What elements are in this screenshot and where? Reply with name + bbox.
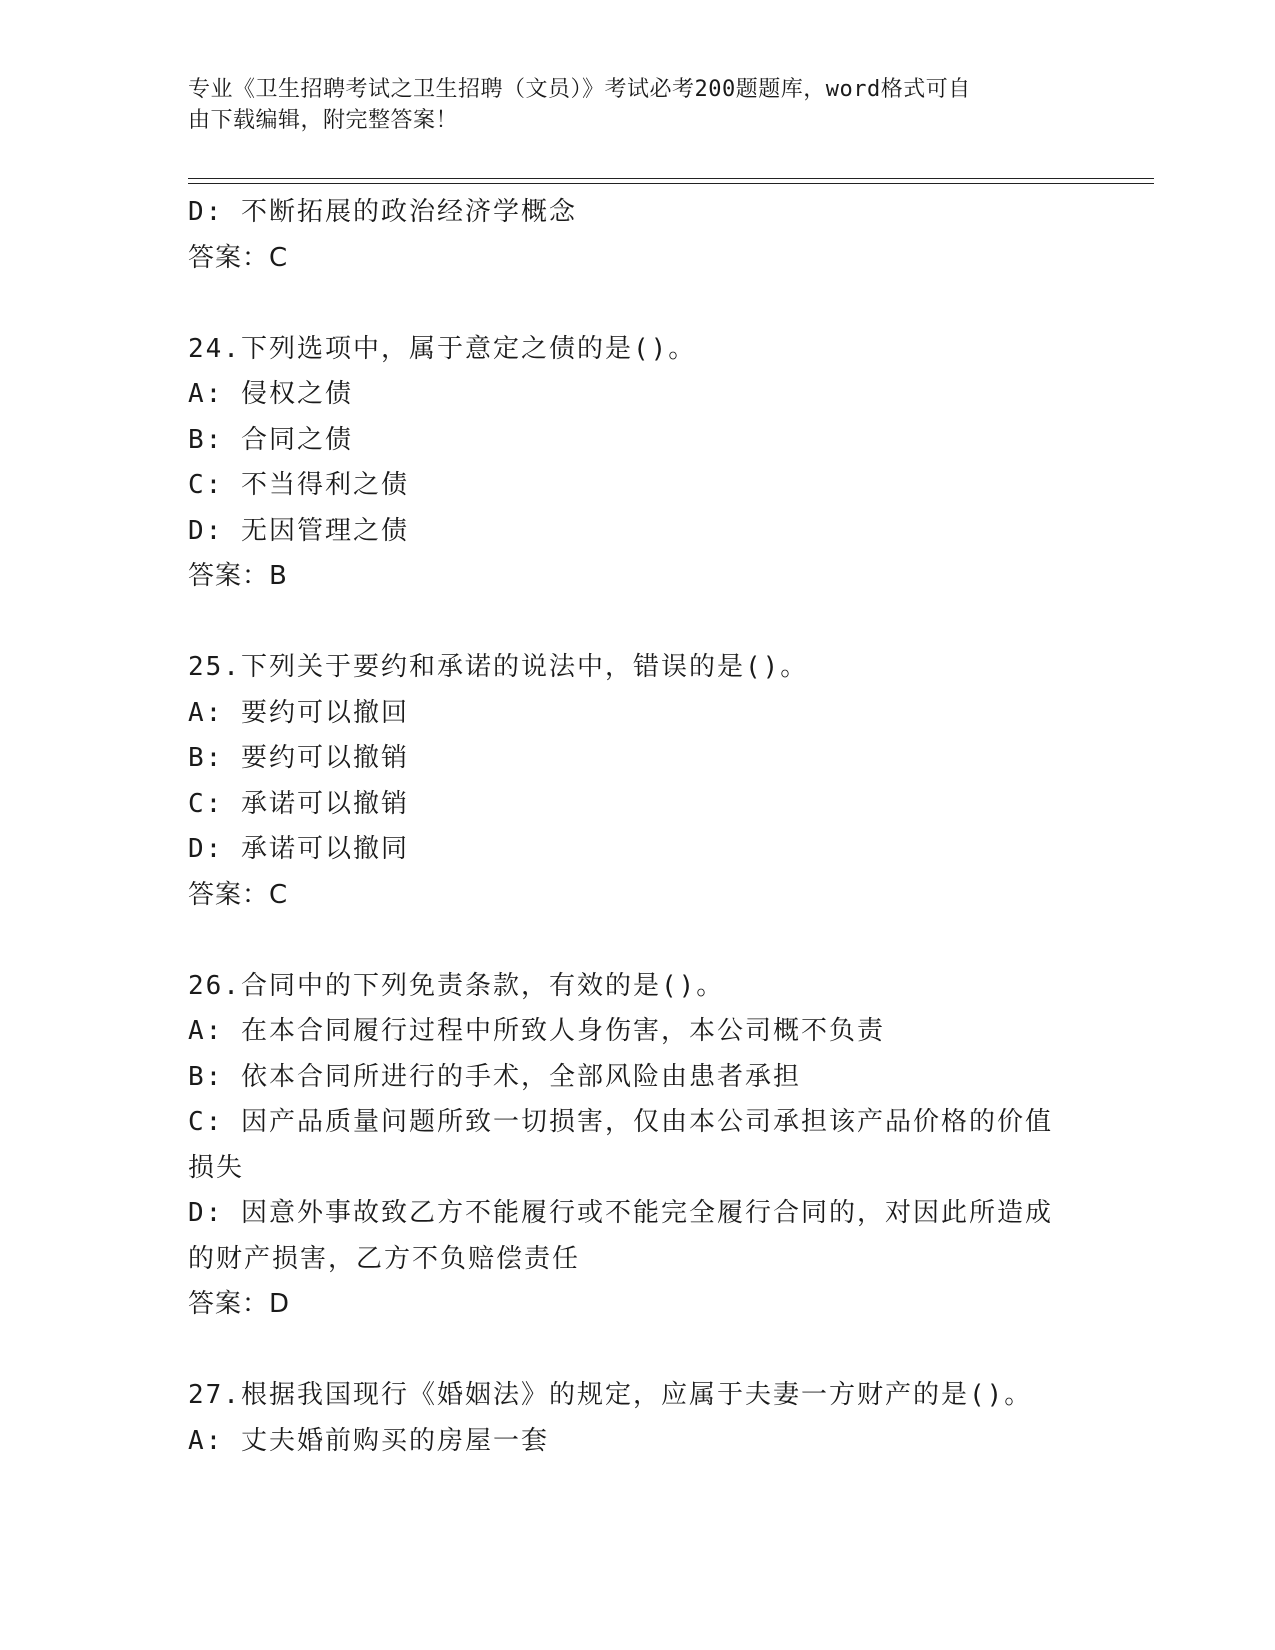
question-26-text: 26.合同中的下列免责条款，有效的是()。 [188,970,725,1001]
spacer [188,1328,1088,1374]
question-24-option-a: A: 侵权之债 [188,379,353,409]
carryover-answer: 答案：C [188,242,289,273]
question-25-option-b: B: 要约可以撤销 [188,743,409,773]
question-25-text: 25.下列关于要约和承诺的说法中，错误的是()。 [188,652,809,682]
question-26-answer: 答案：D [188,1289,291,1319]
question-24-option-b: B: 合同之债 [188,424,353,455]
question-26-option-d-line-2: 的财产损害，乙方不负赔偿责任 [188,1243,581,1274]
question-26-option-c-line-1: C: 因产品质量问题所致一切损害，仅由本公司承担该产品价格的价值 [188,1107,1053,1137]
question-25-answer: 答案：C [188,879,289,910]
carryover-option-d: D: 不断拓展的政治经济学概念 [188,197,577,227]
question-24-text: 24.下列选项中，属于意定之债的是()。 [188,333,697,364]
question-26 [188,964,1088,1328]
question-25-option-a: A: 要约可以撤回 [188,697,409,728]
header-line-1: 专业《卫生招聘考试之卫生招聘（文员）》考试必考200题题库，word格式可自 [188,77,971,102]
header-rule-top [188,178,1154,179]
question-24 [188,327,1088,600]
spacer [188,600,1088,646]
spacer [188,281,1088,327]
question-25-option-c: C: 承诺可以撤销 [188,788,409,819]
question-content [188,190,1088,1464]
question-26-option-b: B: 依本合同所进行的手术，全部风险由患者承担 [188,1061,801,1092]
header-rule-bottom [188,183,1154,184]
question-24-option-c: C: 不当得利之债 [188,470,409,500]
question-27-text: 27.根据我国现行《婚姻法》的规定，应属于夫妻一方财产的是()。 [188,1380,1033,1410]
question-26-option-c-line-2: 损失 [188,1152,245,1183]
question-27-option-a: A: 丈夫婚前购买的房屋一套 [188,1425,549,1456]
question-24-answer: 答案：B [188,561,288,591]
question-25 [188,645,1088,918]
header-line-2: 由下载编辑，附完整答案！ [188,108,459,133]
document-header [188,74,1088,136]
question-27 [188,1373,1088,1464]
question-26-option-d-line-1: D: 因意外事故致乙方不能履行或不能完全履行合同的，对因此所造成 [188,1198,1053,1228]
spacer [188,918,1088,964]
question-25-option-d: D: 承诺可以撤同 [188,834,409,864]
question-24-option-d: D: 无因管理之债 [188,515,409,546]
question-26-option-a: A: 在本合同履行过程中所致人身伤害，本公司概不负责 [188,1016,885,1046]
